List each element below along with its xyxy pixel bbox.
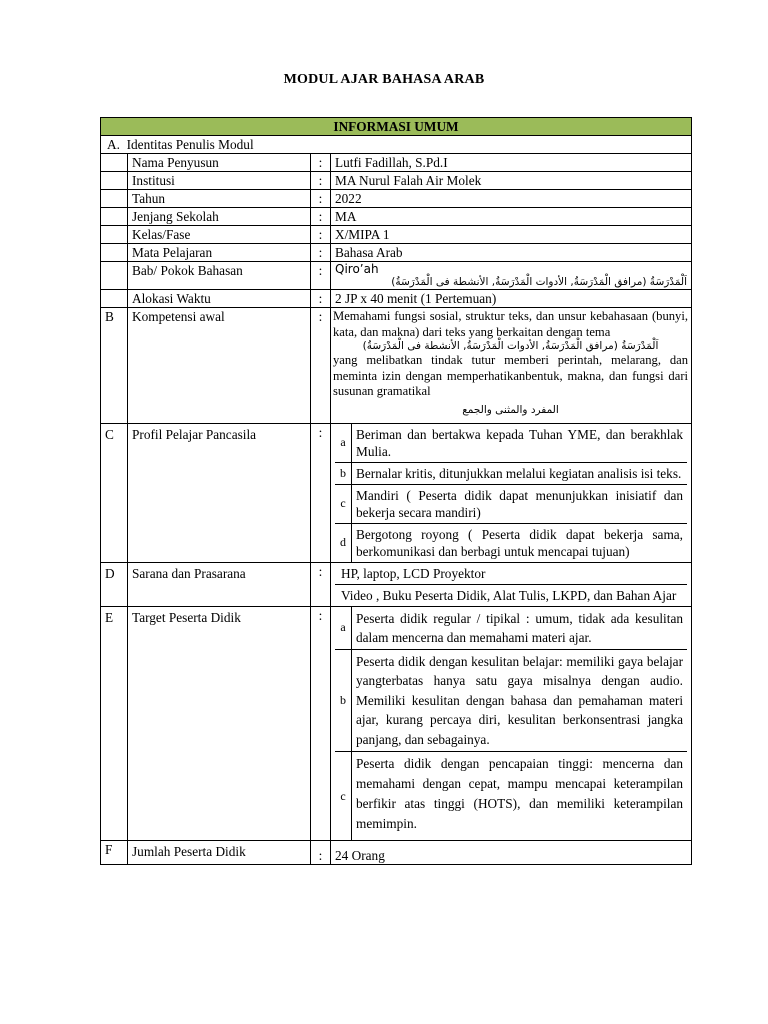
alokasi-row <box>101 290 692 308</box>
section-a-heading <box>101 136 692 154</box>
table-header: INFORMASI UMUM <box>101 118 692 136</box>
list-item <box>335 424 687 463</box>
identity-row <box>101 226 692 244</box>
identity-value: Lutfi Fadillah, S.Pd.I <box>331 154 692 172</box>
bab-value: Qiro’ah <box>335 262 379 276</box>
colon: : <box>311 841 331 865</box>
list-item-text: Bergotong royong ( Peserta didik dapat bekerja sama, berkomunikasi dan berbagi untuk mencapai tujuan) <box>356 526 684 559</box>
document-title: MODUL AJAR BAHASA ARAB <box>283 72 485 87</box>
identity-value: Bahasa Arab <box>331 244 692 262</box>
list-item-key: d <box>335 523 352 562</box>
list-item <box>335 752 687 841</box>
sarana-line-2: Video , Buku Peserta Didik, Alat Tulis, LKPD, dan Bahan Ajar <box>341 587 677 603</box>
profil-key: C <box>101 423 128 562</box>
profil-label: Profil Pelajar Pancasila <box>128 423 311 562</box>
sarana-key: D <box>101 562 128 606</box>
identity-label: Jenjang Sekolah <box>128 208 311 226</box>
list-item <box>335 649 687 752</box>
colon: : <box>311 154 331 172</box>
identity-label: Nama Penyusun <box>128 154 311 172</box>
target-list <box>331 606 692 841</box>
identity-row <box>101 154 692 172</box>
identity-label: Institusi <box>128 172 311 190</box>
sarana-row <box>101 562 692 606</box>
jumlah-row <box>101 841 692 865</box>
jumlah-value: 24 Orang <box>331 841 692 865</box>
colon: : <box>311 423 331 562</box>
colon: : <box>311 290 331 308</box>
kompetensi-arabic-1: اَلْمَدْرَسَةُ (مرافق الْمَدْرَسَةُ, الأدوات الْمَدْرَسَةُ, الأنشطة فى الْمَدْرَسَةُ) <box>362 340 659 352</box>
list-item-text: Mandiri ( Peserta didik dapat menunjukkan inisiatif dan bekerja secara mandiri) <box>352 484 688 523</box>
identity-value: 2022 <box>331 190 692 208</box>
list-item-text: Bernalar kritis, ditunjukkan melalui kegiatan analisis isi teks. <box>352 462 688 484</box>
table-header-row <box>101 118 692 136</box>
target-row <box>101 606 692 841</box>
identity-row <box>101 244 692 262</box>
bab-label: Bab/ Pokok Bahasan <box>128 262 311 290</box>
kompetensi-row <box>101 308 692 424</box>
colon: : <box>311 208 331 226</box>
alokasi-label: Alokasi Waktu <box>128 290 311 308</box>
alokasi-value: 2 JP x 40 menit (1 Pertemuan) <box>331 290 692 308</box>
kompetensi-key: B <box>101 308 128 424</box>
sarana-list <box>331 562 692 606</box>
section-a-key: A. <box>107 137 120 152</box>
kompetensi-text-2: yang melibatkan tindak tutur memberi perintah, melarang, dan meminta izin dengan memperhatikanbentuk, makna, dan fungsi dari susunan gramatikal <box>333 353 689 398</box>
sarana-label: Sarana dan Prasarana <box>128 562 311 606</box>
list-item-text: Beriman dan bertakwa kepada Tuhan YME, dan berakhlak Mulia. <box>352 424 688 463</box>
colon: : <box>311 244 331 262</box>
colon: : <box>311 562 331 606</box>
list-item <box>335 584 687 606</box>
list-item <box>335 484 687 523</box>
identity-value: X/MIPA 1 <box>331 226 692 244</box>
target-label: Target Peserta Didik <box>128 606 311 841</box>
bab-arabic: اَلْمَدْرَسَةُ (مرافق الْمَدْرَسَةُ, الأدوات الْمَدْرَسَةُ, الأنشطة فى الْمَدْرَسَةُ) <box>391 276 688 288</box>
section-a-row <box>101 136 692 154</box>
list-item <box>335 607 687 650</box>
colon: : <box>311 262 331 290</box>
identity-label: Tahun <box>128 190 311 208</box>
colon: : <box>311 606 331 841</box>
list-item-key: a <box>335 607 352 650</box>
kompetensi-label: Kompetensi awal <box>128 308 311 424</box>
identity-value: MA <box>331 208 692 226</box>
identity-row <box>101 208 692 226</box>
colon: : <box>311 226 331 244</box>
list-item-text: Peserta didik dengan kesulitan belajar: memiliki gaya belajar yangterbatas hanya satu gaya misalnya dengan audio. Memiliki kesulitan dengan bahasa dan pemahaman materi ajar, kurang percaya diri, kesulitan berkonsentrasi jangka panjang, dan sebagainya. <box>352 649 688 752</box>
list-item-key: c <box>335 752 352 841</box>
profil-list <box>331 423 692 562</box>
informasi-umum-table <box>100 117 692 865</box>
list-item-text: Peserta didik regular / tipikal : umum, tidak ada kesulitan dalam mencerna dan memahami materi ajar. <box>352 607 688 650</box>
identity-row <box>101 172 692 190</box>
jumlah-key: F <box>101 841 128 865</box>
colon: : <box>311 172 331 190</box>
kompetensi-text-1: Memahami fungsi sosial, struktur teks, dan unsur kebahasaan (bunyi, kata, dan makna) dari teks yang berkaitan dengan tema <box>333 309 689 339</box>
kompetensi-content <box>331 308 692 424</box>
list-item-key: b <box>335 649 352 752</box>
list-item <box>335 523 687 562</box>
kompetensi-arabic-2: المفرد والمثنى والجمع <box>462 403 559 416</box>
jumlah-label: Jumlah Peserta Didik <box>128 841 311 865</box>
colon: : <box>311 308 331 424</box>
identity-label: Mata Pelajaran <box>128 244 311 262</box>
bab-value-cell <box>331 262 692 290</box>
colon: : <box>311 190 331 208</box>
list-item <box>335 462 687 484</box>
list-item-key: c <box>335 484 352 523</box>
list-item-key: b <box>335 462 352 484</box>
target-key: E <box>101 606 128 841</box>
identity-label: Kelas/Fase <box>128 226 311 244</box>
list-item-key: a <box>335 424 352 463</box>
profil-row <box>101 423 692 562</box>
bab-row <box>101 262 692 290</box>
identity-row <box>101 190 692 208</box>
section-a-label: Identitas Penulis Modul <box>126 137 254 152</box>
identity-value: MA Nurul Falah Air Molek <box>331 172 692 190</box>
list-item-text: Peserta didik dengan pencapaian tinggi: mencerna dan memahami dengan cepat, mampu mencapai keterampilan berfikir atas tinggi (HOTS), dan memiliki keterampilan memimpin. <box>356 756 684 831</box>
list-item <box>335 563 687 585</box>
sarana-line-1: HP, laptop, LCD Proyektor <box>335 563 687 585</box>
